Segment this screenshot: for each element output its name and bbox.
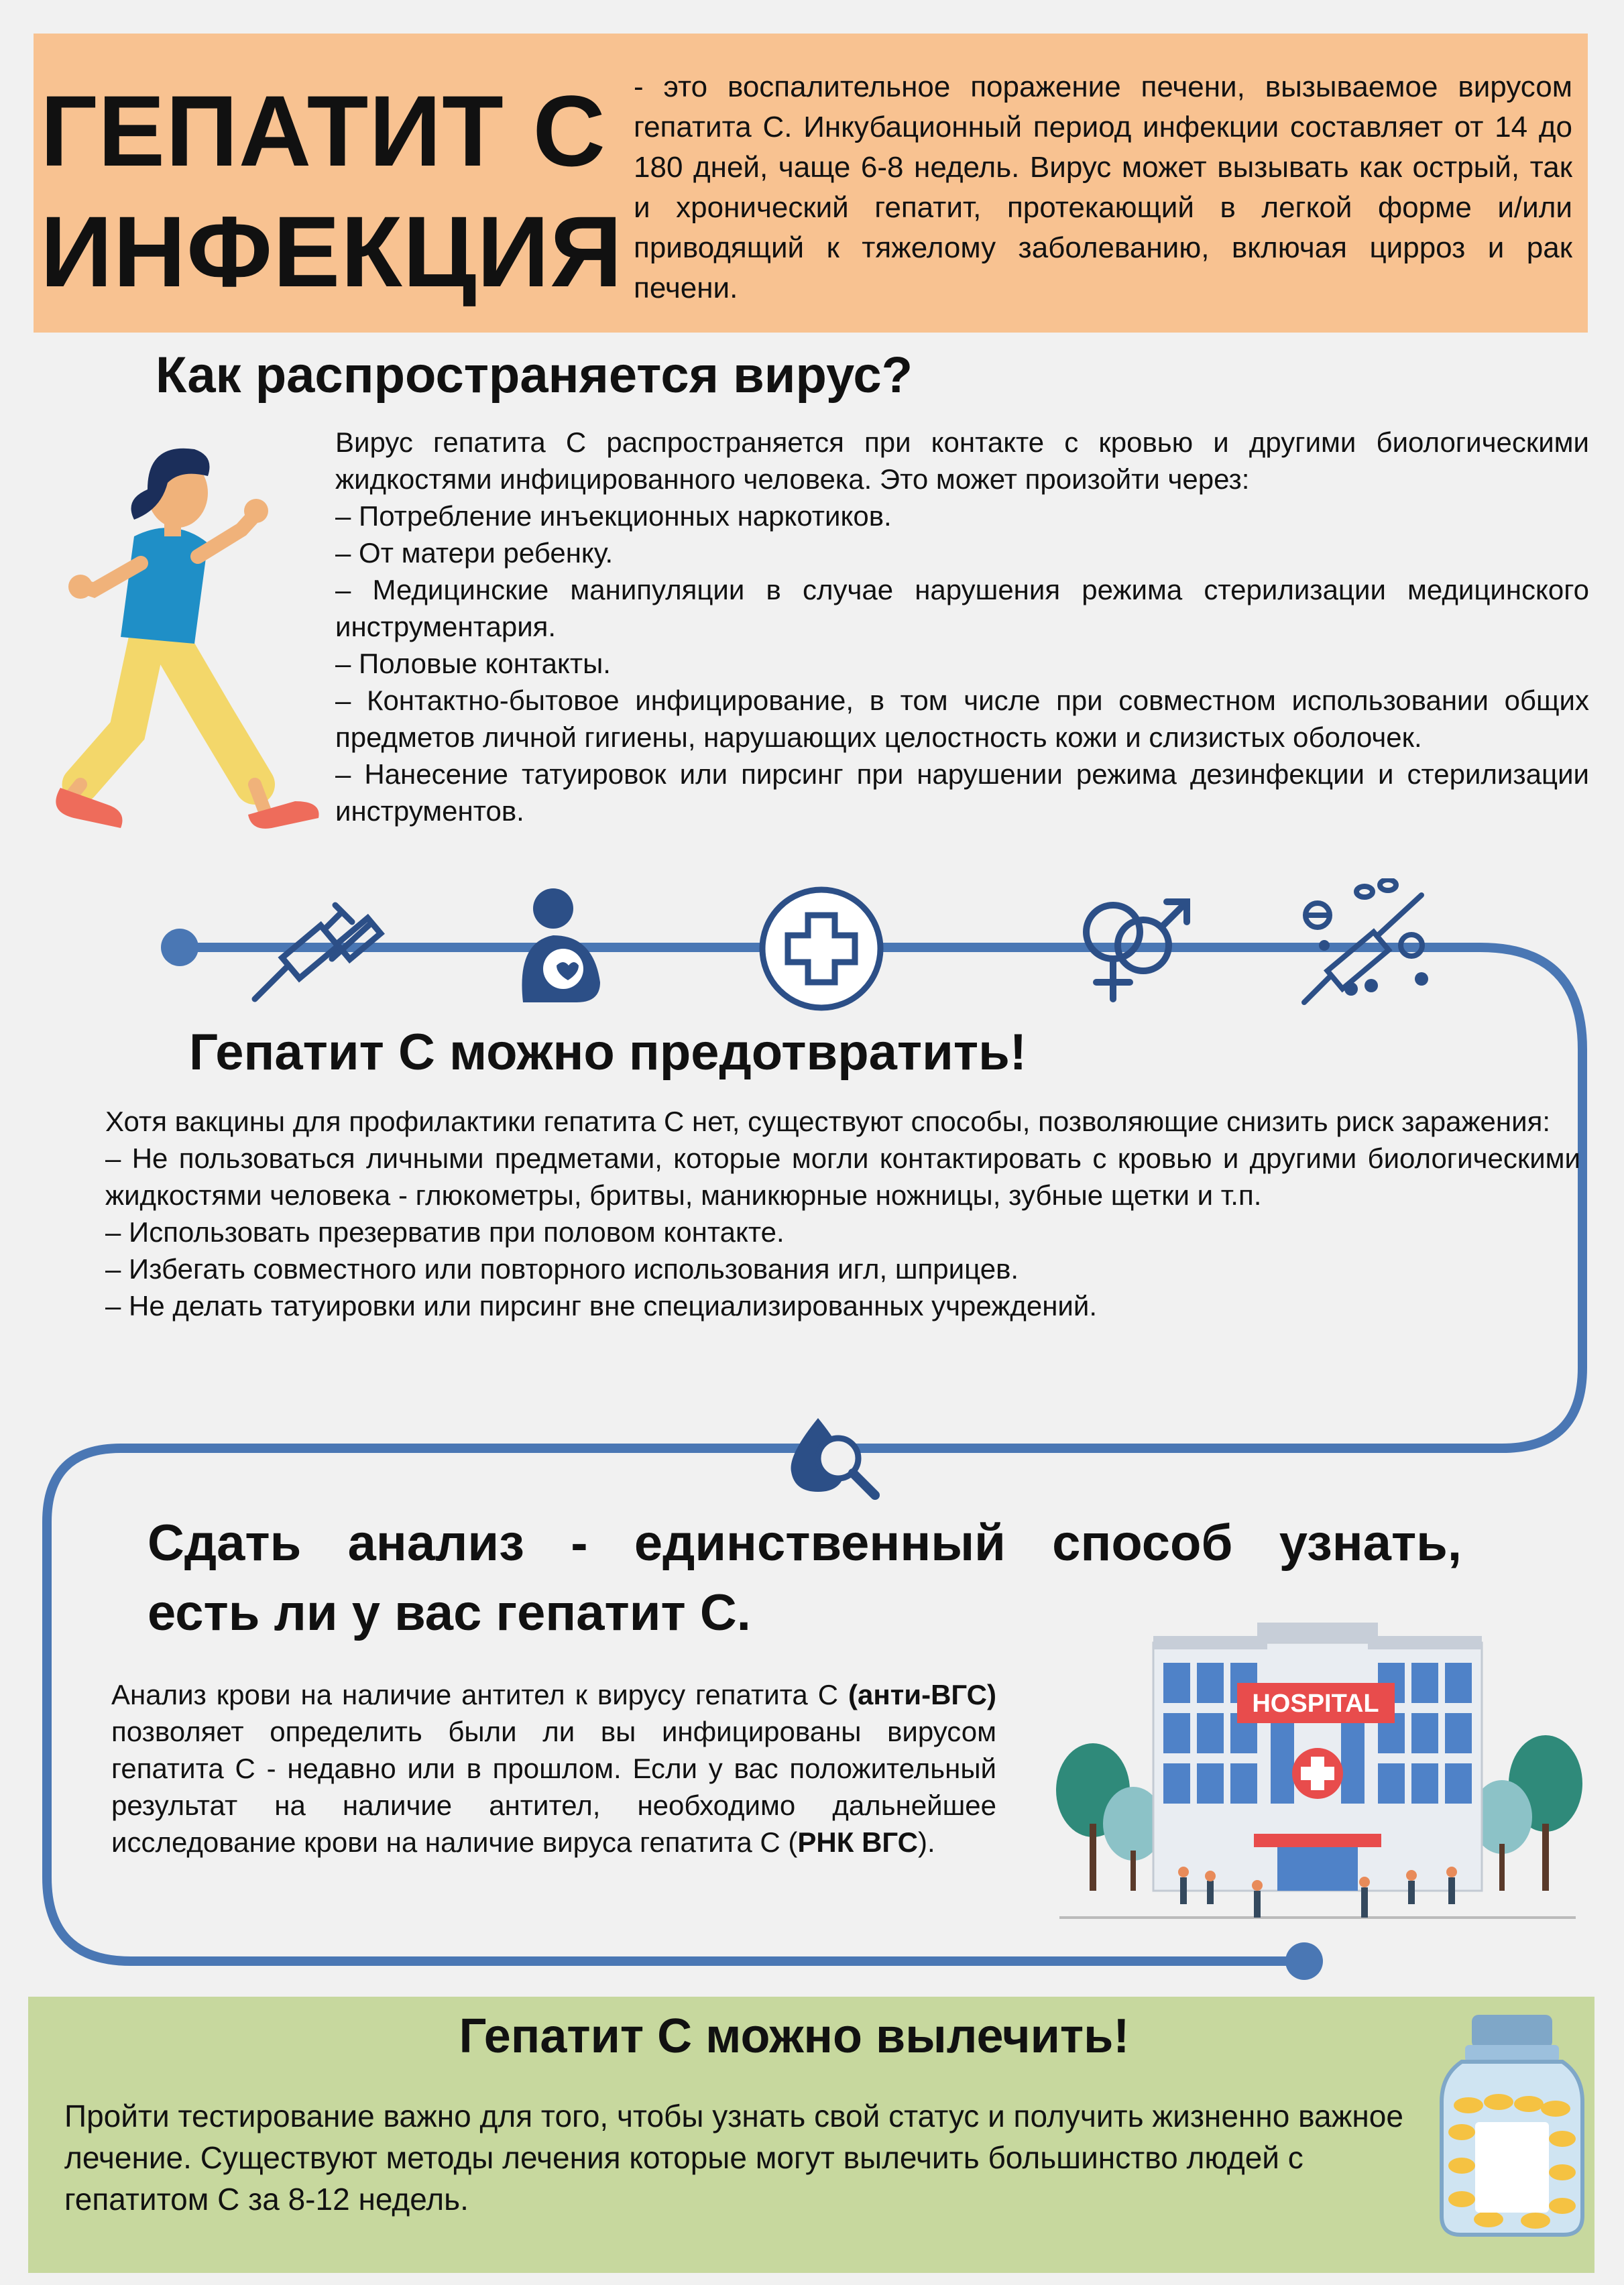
title-line-2: ИНФЕКЦИЯ bbox=[40, 195, 623, 308]
prevent-item: – Использовать презерватив при половом контакте. bbox=[105, 1216, 785, 1248]
spread-item: – Потребление инъекционных наркотиков. bbox=[335, 500, 892, 532]
spread-item: – Нанесение татуировок или пирсинг при нарушении режима дезинфекции и стерилизации инструментов. bbox=[335, 758, 1589, 827]
treat-heading: Гепатит С можно вылечить! bbox=[459, 2009, 1130, 2063]
gender-icon bbox=[1073, 892, 1194, 1006]
prevent-item: – Избегать совместного или повторного использования игл, шприцев. bbox=[105, 1253, 1019, 1285]
spread-text bbox=[335, 424, 1589, 829]
treat-text: Пройти тестирование важно для того, чтобы узнать свой статус и получить жизненно важное лечение. Существуют методы лечения которые могут вылечить большинство людей с гепатитом С за 8-12 недель. bbox=[64, 2099, 1403, 2217]
test-text-part-1: Анализ крови на наличие антител к вирусу гепатита С bbox=[111, 1679, 848, 1710]
prevent-item: – Не делать татуировки или пирсинг вне специализированных учреждений. bbox=[105, 1290, 1098, 1322]
test-text-part-3: ). bbox=[918, 1826, 935, 1858]
test-bold-anti-hcv: (анти-ВГС) bbox=[848, 1679, 996, 1710]
title-line-1: ГЕПАТИТ С bbox=[40, 74, 606, 187]
spread-item: – От матери ребенку. bbox=[335, 537, 614, 569]
hospital-sign: HOSPITAL bbox=[1252, 1690, 1379, 1718]
test-bold-rna-hcv: РНК ВГС bbox=[797, 1826, 918, 1858]
spread-item: – Контактно-бытовое инфицирование, в том числе при совместном использовании общих предметов личной гигиены, нарушающих целостность кожи и слизистых оболочек. bbox=[335, 685, 1589, 753]
test-text bbox=[111, 1676, 996, 1861]
test-text-part-2: позволяет определить были ли вы инфицированы вирусом гепатита С - недавно или в прошлом. Если у вас положительный результат на наличие антител, необходимо дальнейшее исследование крови на наличие вируса гепатита С ( bbox=[111, 1716, 996, 1858]
prevent-text bbox=[105, 1103, 1580, 1324]
pill-bottle-icon bbox=[1435, 2011, 1589, 2239]
spread-heading: Как распространяется вирус? bbox=[156, 347, 913, 404]
spread-item: – Половые контакты. bbox=[335, 648, 611, 679]
medical-cross-icon bbox=[758, 885, 885, 1012]
test-heading-line-2: есть ли у вас гепатит С. bbox=[148, 1584, 751, 1641]
prevent-intro: Хотя вакцины для профилактики гепатита С нет, существуют способы, позволяющие снизить риск заражения: bbox=[105, 1106, 1550, 1137]
spread-item: – Медицинские манипуляции в случае нарушения режима стерилизации медицинского инструментария. bbox=[335, 574, 1589, 642]
drugs-icon bbox=[1297, 878, 1432, 1012]
test-heading-line-1: Сдать анализ - единственный способ узнать, bbox=[148, 1515, 1462, 1572]
path-end-dot bbox=[1285, 1942, 1323, 1980]
blood-drop-search-icon bbox=[788, 1411, 888, 1505]
path-start-dot bbox=[161, 929, 198, 966]
syringe-icon bbox=[248, 898, 389, 1006]
definition-text: - это воспалительное поражение печени, вызываемое вирусом гепатита С. Инкубационный период инфекции составляет от 14 до 180 дней, чаще 6-8 недель. Вирус может вызывать как острый, так и хронический гепатит, протекающий в легкой форме и/или приводящий к тяжелому заболеванию, включая цирроз и рак печени. bbox=[634, 70, 1572, 304]
prevent-item: – Не пользоваться личными предметами, которые могли контактировать с кровью и другими биологическими жидкостями человека - глюкометры, бритвы, маникюрные ножницы, зубные щетки и т.п. bbox=[105, 1142, 1580, 1211]
prevent-heading: Гепатит С можно предотвратить! bbox=[189, 1024, 1027, 1081]
mother-baby-icon bbox=[516, 885, 603, 1006]
hospital-illustration bbox=[1046, 1623, 1589, 1938]
walking-woman-illustration bbox=[54, 436, 322, 845]
spread-intro: Вирус гепатита С распространяется при контакте с кровью и другими биологическими жидкостями инфицированного человека. Это может произойти через: bbox=[335, 426, 1589, 495]
